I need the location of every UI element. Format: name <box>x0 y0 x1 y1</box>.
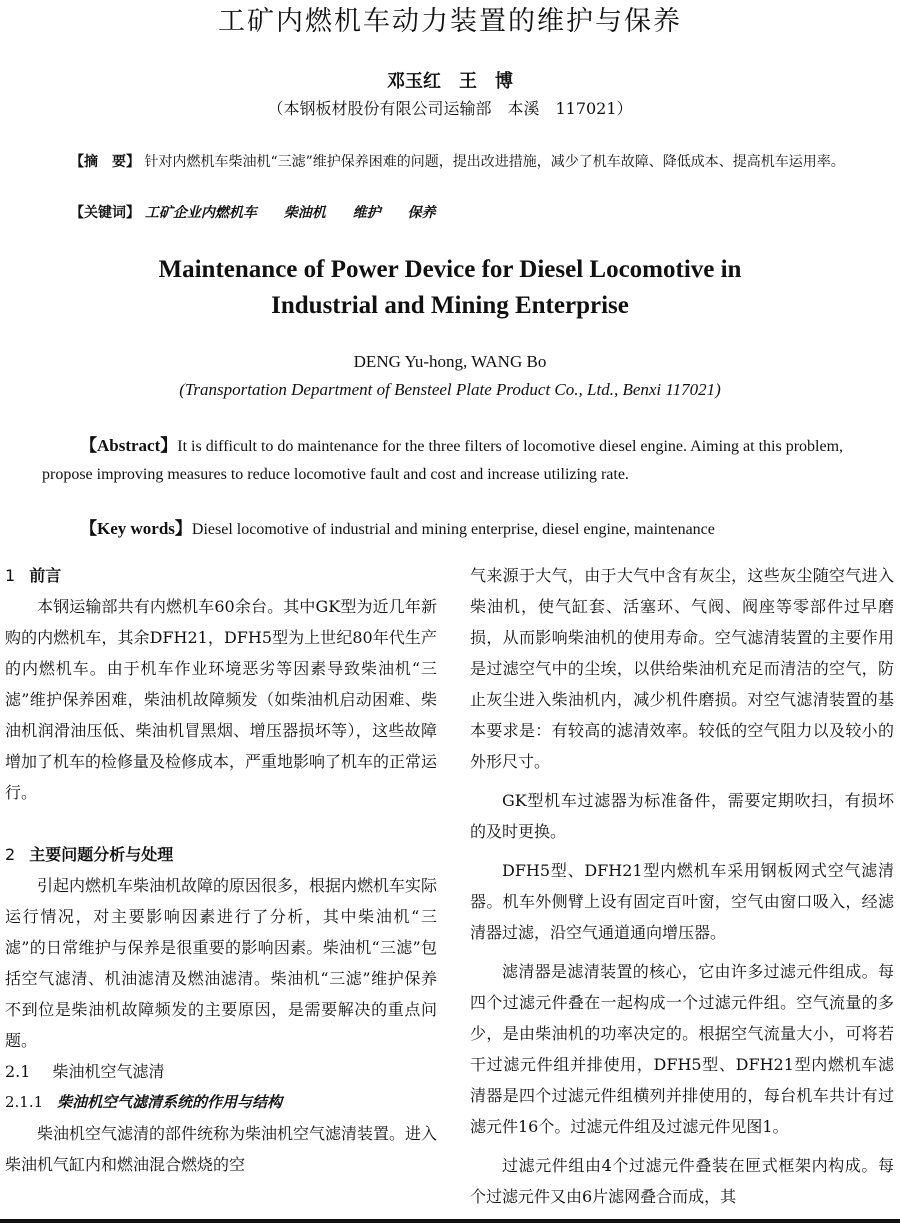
keywords-cn <box>70 201 870 225</box>
subsection-number: 2.1 <box>5 1062 31 1081</box>
paper-title-en-line2: Industrial and Mining Enterprise <box>271 292 629 319</box>
body-paragraph: 滤清器是滤清装置的核心，它由许多过滤元件组成。每四个过滤元件叠在一起构成一个过滤元件组。空气流量的多少，是由柴油机的功率决定的。根据空气流量大小，可将若干过滤元件组并排使用，DFH5型、DFH21型内燃机车滤清器是四个过滤元件组横列并排使用的，每台机车共计有过滤元件16个。过滤元件组及过滤元件见图1。 <box>470 962 894 1136</box>
paper-title-en <box>0 252 900 324</box>
body-paragraph: 气来源于大气，由于大气中含有灰尘，这些灰尘随空气进入柴油机，使气缸套、活塞环、气阀、阀座等零部件过早磨损，从而影响柴油机的使用寿命。空气滤清装置的主要作用是过滤空气中的尘埃，以供给柴油机充足而清洁的空气，防止灰尘进入柴油机内，减少机件磨损。对空气滤清装置的基本要求是：有较高的滤清效率。较低的空气阻力以及较小的外形尺寸。 <box>470 566 894 771</box>
body-paragraph: 柴油机空气滤清的部件统称为柴油机空气滤清装置。进入柴油机气缸内和燃油混合燃烧的空 <box>5 1124 438 1174</box>
abstract-en-text: It is difficult to do maintenance for the three filters of locomotive diesel engine. Aiming at this problem, propose improving measures to reduce locomotive fault and cost and increase utilizing rate. <box>42 438 844 483</box>
body-paragraph: DFH5型、DFH21型内燃机车采用钢板网式空气滤清器。机车外侧臂上设有固定百叶窗，空气由窗口吸入，经滤清器过滤，沿空气通道通向增压器。 <box>470 861 894 942</box>
keywords-en-text: Diesel locomotive of industrial and mining enterprise, diesel engine, maintenance <box>191 521 715 538</box>
subsection-heading-2-1 <box>5 1056 437 1087</box>
section-heading-1 <box>5 560 437 591</box>
abstract-cn-text: 针对内燃机车柴油机“三滤”维护保养困难的问题，提出改进措施，减少了机车故障、降低成本、提高机车运用率。 <box>144 154 845 170</box>
section-heading-2 <box>5 839 437 870</box>
paper-title-en-line1: Maintenance of Power Device for Diesel Locomotive in <box>158 256 742 283</box>
keyword-cn-1: 工矿企业内燃机车 <box>144 205 257 221</box>
page-bottom-rule <box>0 1219 900 1223</box>
authors-cn: 邓玉红 王 博 <box>387 71 513 92</box>
keywords-cn-label: 【关键词】 <box>70 205 140 221</box>
keywords-en-label: 【Key words】 <box>80 519 192 538</box>
keyword-cn-4: 保养 <box>407 205 436 221</box>
body-column-left <box>5 560 437 1180</box>
keyword-cn-3: 维护 <box>352 205 381 221</box>
body-paragraph: 引起内燃机车柴油机故障的原因很多，根据内燃机车实际运行情况，对主要影响因素进行了分析，其中柴油机“三滤”的日常维护与保养是很重要的影响因素。柴油机“三滤”包括空气滤清、机油滤清及燃油滤清。柴油机“三滤”维护保养不到位是柴油机故障频发的主要原因，是需要解决的重点问题。 <box>5 876 438 1050</box>
abstract-en <box>42 432 862 489</box>
paper-title-cn: 工矿内燃机车动力装置的维护与保养 <box>218 6 682 37</box>
body-paragraph: 本钢运输部共有内燃机车60余台。其中GK型为近几年新购的内燃机车，其余DFH21，DFH5型为上世纪80年代生产的内燃机车。由于机车作业环境恶劣等因素导致柴油机“三滤”维护保养困难，柴油机故障频发（如柴油机启动困难、柴油机润滑油压低、柴油机冒黑烟、增压器损坏等），这些故障增加了机车的检修量及检修成本，严重地影响了机车的正常运行。 <box>5 597 438 802</box>
subsection-number: 2.1.1 <box>5 1093 44 1111</box>
affiliation-en: (Transportation Department of Bensteel Plate Product Co., Ltd., Benxi 117021) <box>179 380 721 399</box>
abstract-cn-label: 【摘 要】 <box>70 154 140 170</box>
subsection-title: 柴油机空气滤清系统的作用与结构 <box>57 1093 283 1111</box>
section-number: 1 <box>5 566 16 585</box>
abstract-cn <box>40 150 880 174</box>
body-paragraph: 过滤元件组由4个过滤元件叠装在匣式框架内构成。每个过滤元件又由6片滤网叠合而成，其 <box>470 1156 894 1206</box>
keywords-en <box>80 515 880 544</box>
body-paragraph: GK型机车过滤器为标准备件，需要定期吹扫，有损坏的及时更换。 <box>470 791 894 841</box>
section-title: 主要问题分析与处理 <box>29 845 174 864</box>
section-title: 前言 <box>29 566 62 585</box>
subsection-heading-2-1-1 <box>5 1087 437 1118</box>
keyword-cn-2: 柴油机 <box>283 205 326 221</box>
authors-en: DENG Yu-hong, WANG Bo <box>353 352 547 371</box>
abstract-en-label: 【Abstract】 <box>80 436 178 455</box>
affiliation-cn: （本钢板材股份有限公司运输部 本溪 117021） <box>267 99 633 118</box>
section-number: 2 <box>5 845 16 864</box>
subsection-title: 柴油机空气滤清 <box>52 1062 165 1081</box>
body-column-right <box>470 560 894 1212</box>
